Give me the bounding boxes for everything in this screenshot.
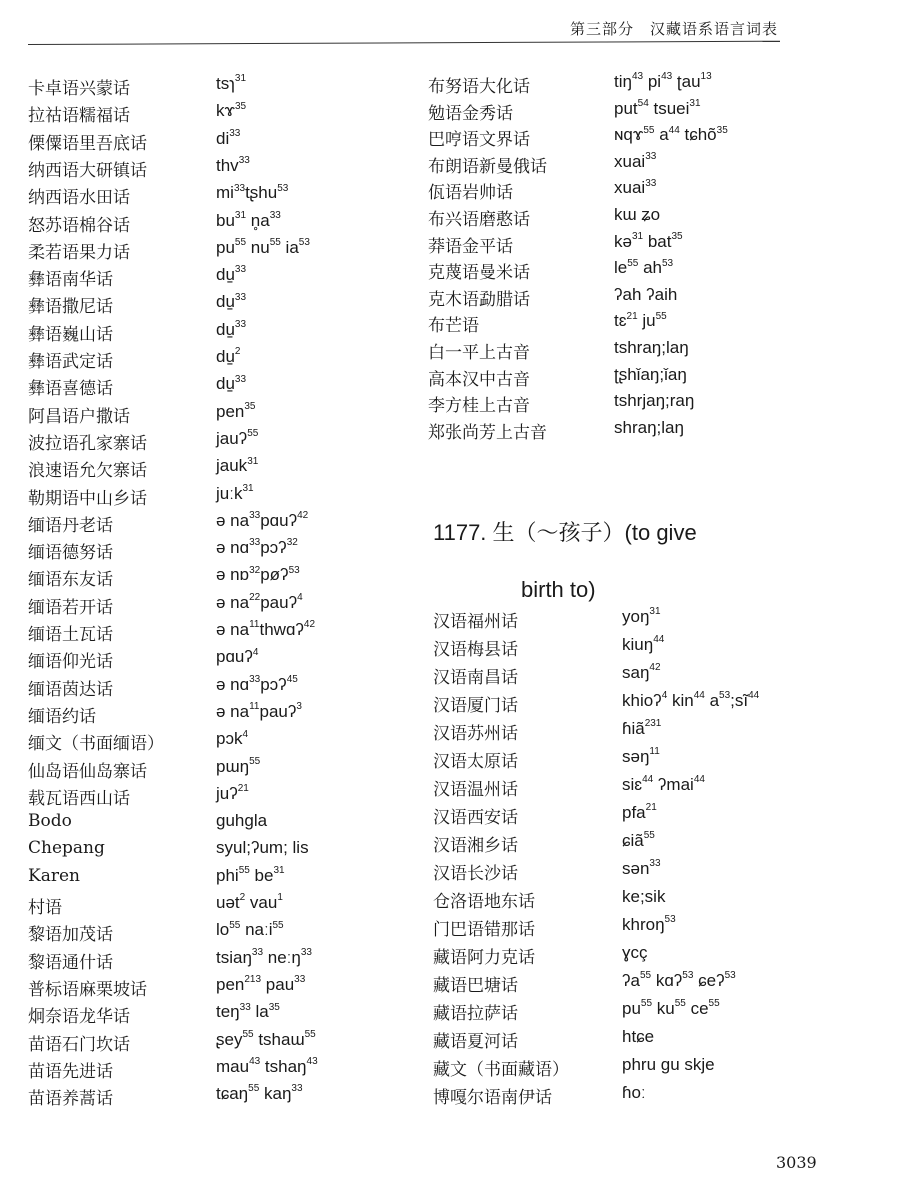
- language-name: 博嘎尔语南伊话: [433, 1088, 552, 1108]
- language-name: 傈僳语里吾底话: [28, 133, 147, 154]
- phonetic-form: tiŋ$^{43}$ $pi^{43}$ ʈau$^{13}$: [614, 71, 712, 91]
- phonetic-form: ʔa$^{55}$ kɑʔ$^{53}$ ɕeʔ$^{53}$: [622, 970, 736, 990]
- language-name: 普标语麻栗坡话: [28, 979, 147, 1000]
- entry-heading: [433, 504, 773, 618]
- language-name: 克蔑语曼米话: [428, 263, 530, 284]
- language-name: Karen: [28, 865, 80, 886]
- language-name: 藏语夏河话: [433, 1032, 518, 1052]
- phonetic-form: xuai$^{33}$: [614, 151, 657, 171]
- language-name: 汉语福州话: [433, 612, 518, 632]
- language-name: 苗语石门坎话: [28, 1034, 130, 1055]
- phonetic-form: juʔ$^{21}$: [216, 783, 249, 803]
- language-name: 汉语苏州话: [433, 724, 518, 744]
- phonetic-form: mau$^{43}$ tshaŋ$^{43}$: [216, 1056, 318, 1076]
- phonetic-form: yoŋ$^{31}$: [622, 606, 661, 626]
- language-name: 缅语土瓦话: [28, 625, 113, 645]
- phonetic-form: siɛ$^{44}$ ʔmai$^{44}$: [622, 774, 705, 794]
- phonetic-form: phru gu skje: [622, 1055, 715, 1074]
- language-name: 缅语茵达话: [28, 679, 113, 700]
- phonetic-form: ə $na^{11}pauʔ^3$: [216, 701, 302, 721]
- phonetic-form: ɕiã$^{55}$: [622, 830, 655, 850]
- phonetic-form: səŋ$^{11}$: [622, 746, 660, 766]
- phonetic-form: ə nɑ$^{33}$pɔʔ$^{32}$: [216, 537, 298, 558]
- phonetic-form: tɕaŋ$^{55}$ kaŋ$^{33}$: [216, 1083, 303, 1104]
- phonetic-form: kɯ ʑo: [614, 205, 661, 224]
- phonetic-form: ə $na^{22}pauʔ^4$: [216, 592, 303, 612]
- language-name: 白一平上古音: [428, 343, 530, 363]
- language-name: 阿昌语户撒话: [28, 406, 130, 427]
- phonetic-form: tsɿ$^{31}$: [216, 73, 247, 93]
- page-number: 3039: [776, 1153, 817, 1172]
- phonetic-form: du̠$^2$: [216, 346, 241, 366]
- phonetic-form: jauʔ$^{55}$: [216, 428, 259, 448]
- language-name: 藏语巴塘话: [433, 976, 518, 996]
- language-name: 布努语大化话: [428, 77, 530, 97]
- language-name: 高本汉中古音: [428, 369, 530, 390]
- phonetic-form: ɦiã$^{231}$: [622, 718, 662, 738]
- phonetic-form: pɯŋ$^{55}$: [216, 755, 261, 776]
- language-name: 仙岛语仙岛寨话: [28, 761, 147, 782]
- language-name: 汉语长沙话: [433, 864, 518, 884]
- phonetic-form: $pu^{55}$ $nu^{55}$ $ia^{53}$: [216, 237, 310, 257]
- language-name: 纳西语大研镇话: [28, 160, 147, 181]
- language-name: 载瓦语西山话: [28, 788, 130, 809]
- language-name: 拉祜语糯福话: [28, 106, 130, 127]
- language-name: 巴哼语文界话: [428, 130, 530, 151]
- phonetic-form: du̠$^{33}$: [216, 319, 247, 339]
- language-name: 炯奈语龙华话: [28, 1007, 130, 1028]
- phonetic-form: ʂey$^{55}$ tshaɯ$^{55}$: [216, 1028, 316, 1049]
- phonetic-form: ɴqɤ$^{55}$ $a^{44}$ tɕhõ$^{35}$: [614, 124, 728, 145]
- phonetic-form: pen$^{213}$ pau$^{33}$: [216, 974, 306, 994]
- entry-heading-line-1: 1177. 生（～孩子）(to give: [433, 520, 697, 545]
- language-name: 怒苏语棉谷话: [28, 215, 130, 236]
- phonetic-form: tsiaŋ$^{33}$ neːŋ$^{33}$: [216, 946, 312, 967]
- language-name: 李方桂上古音: [428, 396, 530, 417]
- language-name: 汉语梅县话: [433, 640, 518, 660]
- phonetic-form: ə nɑ$^{33}$pɔʔ$^{45}$: [216, 673, 298, 694]
- phonetic-form: teŋ$^{33}$ $la^{35}$: [216, 1001, 280, 1022]
- phonetic-form: tshraŋ;laŋ: [614, 338, 689, 357]
- phonetic-form: htɕe: [622, 1027, 655, 1046]
- phonetic-form: ke;sik: [622, 887, 666, 906]
- phonetic-form: guhgla: [216, 811, 268, 831]
- header-rule: [28, 41, 780, 45]
- phonetic-form: shraŋ;laŋ: [614, 417, 684, 437]
- language-name: 汉语南昌话: [433, 668, 518, 688]
- phonetic-form: khioʔ$^4$ kin$^{44}$ $a^{53};sĩ^{44}$: [622, 690, 760, 710]
- phonetic-form: $lo^{55}$ naːi$^{55}$: [216, 919, 284, 940]
- language-name: 缅文（书面缅语）: [28, 734, 164, 755]
- phonetic-form: pɑuʔ$^4$: [216, 646, 259, 667]
- language-name: 缅语若开话: [28, 597, 113, 618]
- language-name: 村语: [28, 898, 62, 918]
- language-name: 汉语湘乡话: [433, 836, 518, 856]
- phonetic-form: pfa$^{21}$: [622, 802, 657, 822]
- language-name: 莽语金平话: [428, 236, 513, 257]
- phonetic-form: ʈʂhǐaŋ;ǐaŋ: [614, 364, 687, 384]
- language-name: Bodo: [28, 811, 72, 832]
- language-name: 彝语南华话: [28, 270, 113, 291]
- language-name: 缅语东友话: [28, 570, 113, 591]
- language-name: 勒期语中山乡话: [28, 488, 147, 509]
- language-name: 布兴语磨憨话: [428, 210, 530, 230]
- phonetic-form: du̠$^{33}$: [216, 373, 247, 394]
- phonetic-form: ʔah ʔaih: [614, 284, 678, 304]
- phonetic-form: $di^{33}$: [216, 127, 241, 148]
- phonetic-form: ə nɒ$^{32}$pøʔ$^{53}$: [216, 564, 300, 585]
- language-name: 波拉语孔家寨话: [28, 433, 147, 454]
- phonetic-form: saŋ$^{42}$: [622, 662, 661, 682]
- language-name: 佤语岩帅话: [428, 183, 513, 204]
- language-name: 郑张尚芳上古音: [428, 422, 547, 443]
- phonetic-form: ɦoː: [622, 1083, 646, 1102]
- language-name: 苗语先进话: [28, 1061, 113, 1082]
- language-name: 彝语撒尼话: [28, 297, 113, 318]
- language-name: 门巴语错那话: [433, 920, 535, 940]
- language-name: 缅语丹老话: [28, 515, 113, 536]
- phonetic-form: put$^{54}$ tsuei$^{31}$: [614, 97, 701, 118]
- language-name: 布芒语: [428, 316, 479, 337]
- language-name: 汉语温州话: [433, 780, 518, 800]
- phonetic-form: uət$^2$ vau$^1$: [216, 892, 283, 912]
- phonetic-form: xuai$^{33}$: [614, 177, 657, 198]
- language-name: 汉语太原话: [433, 752, 518, 772]
- phonetic-form: thv$^{33}$: [216, 155, 250, 175]
- language-name: 彝语武定话: [28, 352, 113, 372]
- phonetic-form: pen$^{35}$: [216, 400, 256, 421]
- language-name: 汉语厦门话: [433, 696, 518, 716]
- phonetic-form: sən$^{33}$: [622, 858, 661, 878]
- phonetic-form: $mi^{33}tʂhu^{53}$: [216, 182, 289, 203]
- phonetic-form: syul;ʔum; lis: [216, 838, 309, 858]
- language-name: 藏语拉萨话: [433, 1004, 518, 1024]
- language-name: 克木语勐腊话: [428, 289, 530, 310]
- language-name: 黎语加茂话: [28, 925, 113, 946]
- phonetic-form: $bu^{31}$ $n̥a^{33}$: [216, 209, 281, 230]
- phonetic-form: ə $na^{11}thwɑʔ^{42}$: [216, 619, 316, 639]
- phonetic-form: kɤ$^{35}$: [216, 100, 247, 121]
- language-name: 缅语德努话: [28, 543, 113, 564]
- phonetic-form: tshrjaŋ;raŋ: [614, 391, 695, 411]
- phonetic-form: tɛ$^{21}$ $ju^{55}$: [614, 310, 667, 331]
- running-header: 第三部分 汉藏语系语言词表: [569, 20, 778, 38]
- phonetic-form: jauk$^{31}$: [216, 455, 259, 476]
- language-name: 藏语阿力克话: [433, 948, 535, 968]
- language-name: Chepang: [28, 838, 105, 859]
- language-name: 苗语养蒿话: [28, 1089, 113, 1110]
- phonetic-form: pɔk$^4$: [216, 728, 249, 749]
- language-name: 纳西语水田话: [28, 188, 130, 209]
- phonetic-form: du̠$^{33}$: [216, 264, 247, 285]
- phonetic-form: phi$^{55}$ $be^{31}$: [216, 865, 285, 885]
- phonetic-form: $pu^{55}$ $ku^{55}$ $ce^{55}$: [622, 998, 720, 1018]
- language-name: 浪速语允欠寨话: [28, 461, 147, 482]
- phonetic-form: kiuŋ$^{44}$: [622, 634, 665, 654]
- language-name: 卡卓语兴蒙话: [28, 79, 130, 99]
- language-name: 藏文（书面藏语）: [433, 1060, 569, 1080]
- language-name: 仓洛语地东话: [433, 892, 535, 912]
- language-name: 缅语约话: [28, 706, 96, 727]
- phonetic-form: khroŋ$^{53}$: [622, 914, 676, 934]
- phonetic-form: ə $na^{33}pɑuʔ^{42}$: [216, 510, 309, 530]
- language-name: 柔若语果力话: [28, 242, 130, 263]
- language-name: 勉语金秀话: [428, 103, 513, 124]
- language-name: 汉语西安话: [433, 808, 518, 828]
- phonetic-form: kə$^{31}$ bat$^{35}$: [614, 230, 683, 251]
- language-name: 布朗语新曼俄话: [428, 156, 547, 177]
- language-name: 彝语喜德话: [28, 379, 113, 400]
- phonetic-form: $le^{55}$ $ah^{53}$: [614, 257, 674, 278]
- language-name: 黎语通什话: [28, 952, 113, 973]
- language-name: 彝语巍山话: [28, 324, 113, 345]
- phonetic-form: du̠$^{33}$: [216, 291, 247, 312]
- phonetic-form: juːk$^{31}$: [216, 482, 254, 503]
- language-name: 缅语仰光话: [28, 652, 113, 673]
- entry-heading-line-2: birth to): [521, 577, 596, 602]
- phonetic-form: ɣcç: [622, 943, 648, 962]
